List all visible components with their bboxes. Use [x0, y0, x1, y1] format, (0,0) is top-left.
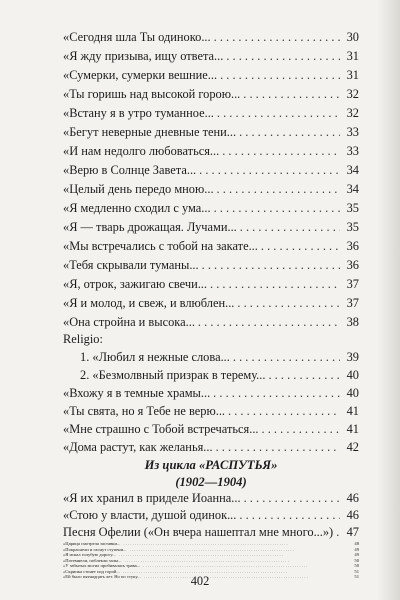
entry-page: 35	[346, 201, 359, 215]
entry-page: 34	[346, 182, 359, 196]
entry-title: «Я их хранил в приделе Иоанна...	[63, 491, 241, 505]
toc-entry[interactable]	[63, 507, 359, 524]
entry-title: «Тебя скрывали туманы...	[63, 258, 199, 272]
entry-title: «Я жду призыва, ищу ответа...	[63, 49, 224, 63]
dot-leader	[240, 217, 340, 237]
entry-page: 36	[346, 258, 359, 272]
cycle-years: (1902—1904)	[175, 475, 247, 489]
dot-leader	[198, 312, 340, 332]
entry-title: «Целый день передо мною...	[63, 182, 214, 196]
toc-entry[interactable]	[63, 524, 359, 541]
toc-entry[interactable]	[63, 217, 359, 237]
entry-title: «Я — тварь дрожащая. Лучами...	[63, 220, 237, 234]
toc-entry[interactable]	[63, 255, 359, 275]
entry-page: 36	[346, 239, 359, 253]
toc-entry[interactable]	[63, 383, 359, 403]
toc-entry[interactable]	[63, 236, 359, 256]
dot-leader	[233, 347, 340, 367]
entry-page: 37	[346, 296, 359, 310]
entry-page: 31	[346, 68, 359, 82]
toc-entry[interactable]	[63, 122, 359, 142]
entry-title: 2. «Безмолвный призрак в терему...	[80, 368, 266, 382]
entry-page: 35	[346, 220, 359, 234]
toc-entry[interactable]	[63, 574, 359, 580]
toc-entry[interactable]	[63, 437, 359, 457]
entry-page: 32	[346, 106, 359, 120]
entry-page: 46	[346, 508, 359, 522]
entry-page: 41	[346, 404, 359, 418]
entry-title: «Вхожу я в темные храмы...	[63, 386, 211, 400]
entry-title: «Я медленно сходил с ума...	[63, 201, 211, 215]
dot-leader	[239, 122, 340, 142]
entry-page: 49	[354, 552, 359, 557]
entry-page: 34	[346, 163, 359, 177]
dot-leader	[220, 65, 340, 85]
dot-leader	[202, 255, 340, 275]
page-number: 402	[190, 574, 210, 588]
entry-page: 48	[354, 541, 359, 546]
toc-entry[interactable]	[63, 198, 359, 218]
toc-entry[interactable]	[63, 84, 359, 104]
dot-leader	[144, 574, 350, 580]
dot-leader	[268, 365, 340, 385]
toc-entry[interactable]	[80, 365, 359, 385]
entry-page: 40	[346, 368, 359, 382]
dot-leader	[262, 419, 340, 439]
entry-page: 46	[346, 491, 359, 505]
toc-entry[interactable]	[63, 293, 359, 313]
dot-leader	[199, 160, 340, 180]
toc-entry[interactable]	[63, 27, 359, 47]
entry-title: «Скрипка стонет под горой...	[63, 568, 120, 574]
entry-page: 33	[346, 144, 359, 158]
dot-leader	[210, 274, 340, 294]
entry-title: «Мы встречались с тобой на закате...	[63, 239, 258, 253]
dot-leader	[217, 103, 340, 123]
toc-entry[interactable]	[63, 490, 359, 507]
entry-title: «Я, отрок, зажигаю свечи...	[63, 277, 208, 291]
entry-title: «Она стройна и высока...	[63, 315, 195, 329]
entry-page: 31	[346, 49, 359, 63]
entry-title: «Сегодня шла Ты одиноко...	[63, 30, 211, 44]
entry-title: «Покраснели и гаснут ступени...	[63, 546, 127, 552]
entry-page: 39	[346, 350, 359, 364]
entry-page: 50	[354, 563, 359, 568]
toc-entry[interactable]	[63, 419, 359, 439]
dot-leader	[216, 437, 340, 457]
entry-page: 38	[346, 315, 359, 329]
dot-leader	[213, 383, 340, 403]
entry-page: 41	[346, 422, 359, 436]
toc-entry[interactable]	[63, 312, 359, 332]
toc-entry[interactable]	[63, 141, 359, 161]
entry-title: «У забытых могил пробивалась трава...	[63, 563, 141, 568]
dot-leader	[226, 46, 340, 66]
toc-entry[interactable]	[63, 65, 359, 85]
entry-page: 42	[346, 440, 359, 454]
entry-title: «Мне страшно с Тобой встречаться...	[63, 422, 259, 436]
entry-page: 49	[354, 546, 359, 552]
entry-page: 50	[354, 557, 359, 563]
religio-heading: Religio:	[63, 332, 103, 346]
entry-page: 40	[346, 386, 359, 400]
dot-leader	[239, 507, 340, 524]
entry-title: «Ей было пятнадцать лет. Но по стуку...	[63, 574, 141, 579]
dot-leader	[214, 198, 340, 218]
toc-entry[interactable]	[80, 347, 359, 367]
entry-title: «Я искал голубую дорогу...	[63, 552, 116, 557]
toc-entry[interactable]	[63, 46, 359, 66]
dot-leader	[261, 236, 340, 256]
entry-title: «Сумерки, сумерки вешние...	[63, 68, 218, 82]
entry-page: 37	[346, 277, 359, 291]
dot-leader	[217, 179, 340, 199]
dot-leader	[214, 27, 340, 47]
entry-page: 33	[346, 125, 359, 139]
entry-title: «Встану я в утро туманное...	[63, 106, 214, 120]
entry-title: «Ты горишь над высокой горою...	[63, 87, 241, 101]
toc-entry[interactable]	[63, 103, 359, 123]
entry-page: 51	[354, 574, 359, 579]
entry-title: «Потемнели, поблекли залы...	[63, 557, 122, 563]
dot-leader	[228, 401, 340, 421]
entry-title: «Стою у власти, душой одинок...	[63, 508, 237, 522]
toc-entry[interactable]	[63, 401, 359, 421]
dot-leader	[244, 490, 340, 507]
entry-title: «Царица смотрела заставки...	[63, 541, 121, 546]
toc-entry[interactable]	[63, 160, 359, 180]
toc-entry[interactable]	[63, 179, 359, 199]
entry-page: 32	[346, 87, 359, 101]
entry-title: «Бегут неверные дневные тени...	[63, 125, 237, 139]
dot-leader	[336, 524, 340, 541]
entry-title: «Я и молод, и свеж, и влюблен...	[63, 296, 235, 310]
toc-entry[interactable]	[63, 274, 359, 294]
entry-title: «И нам недолго любоваться...	[63, 144, 220, 158]
dot-leader	[222, 141, 340, 161]
dot-leader	[237, 293, 340, 313]
cycle-title: Из цикла «РАСПУТЬЯ»	[144, 458, 278, 472]
entry-title: «Ты свята, но я Тебе не верю...	[63, 404, 226, 418]
entry-title: «Дома растут, как желанья...	[63, 440, 213, 454]
entry-title: 1. «Любил я нежные слова...	[80, 350, 230, 364]
entry-page: 47	[346, 525, 359, 539]
entry-page: 30	[346, 30, 359, 44]
dot-leader	[243, 84, 340, 104]
entry-title: Песня Офелии («Он вчера нашептал мне много...»)	[63, 525, 334, 539]
entry-page: 51	[354, 568, 359, 574]
entry-title: «Верю в Солнце Завета...	[63, 163, 197, 177]
